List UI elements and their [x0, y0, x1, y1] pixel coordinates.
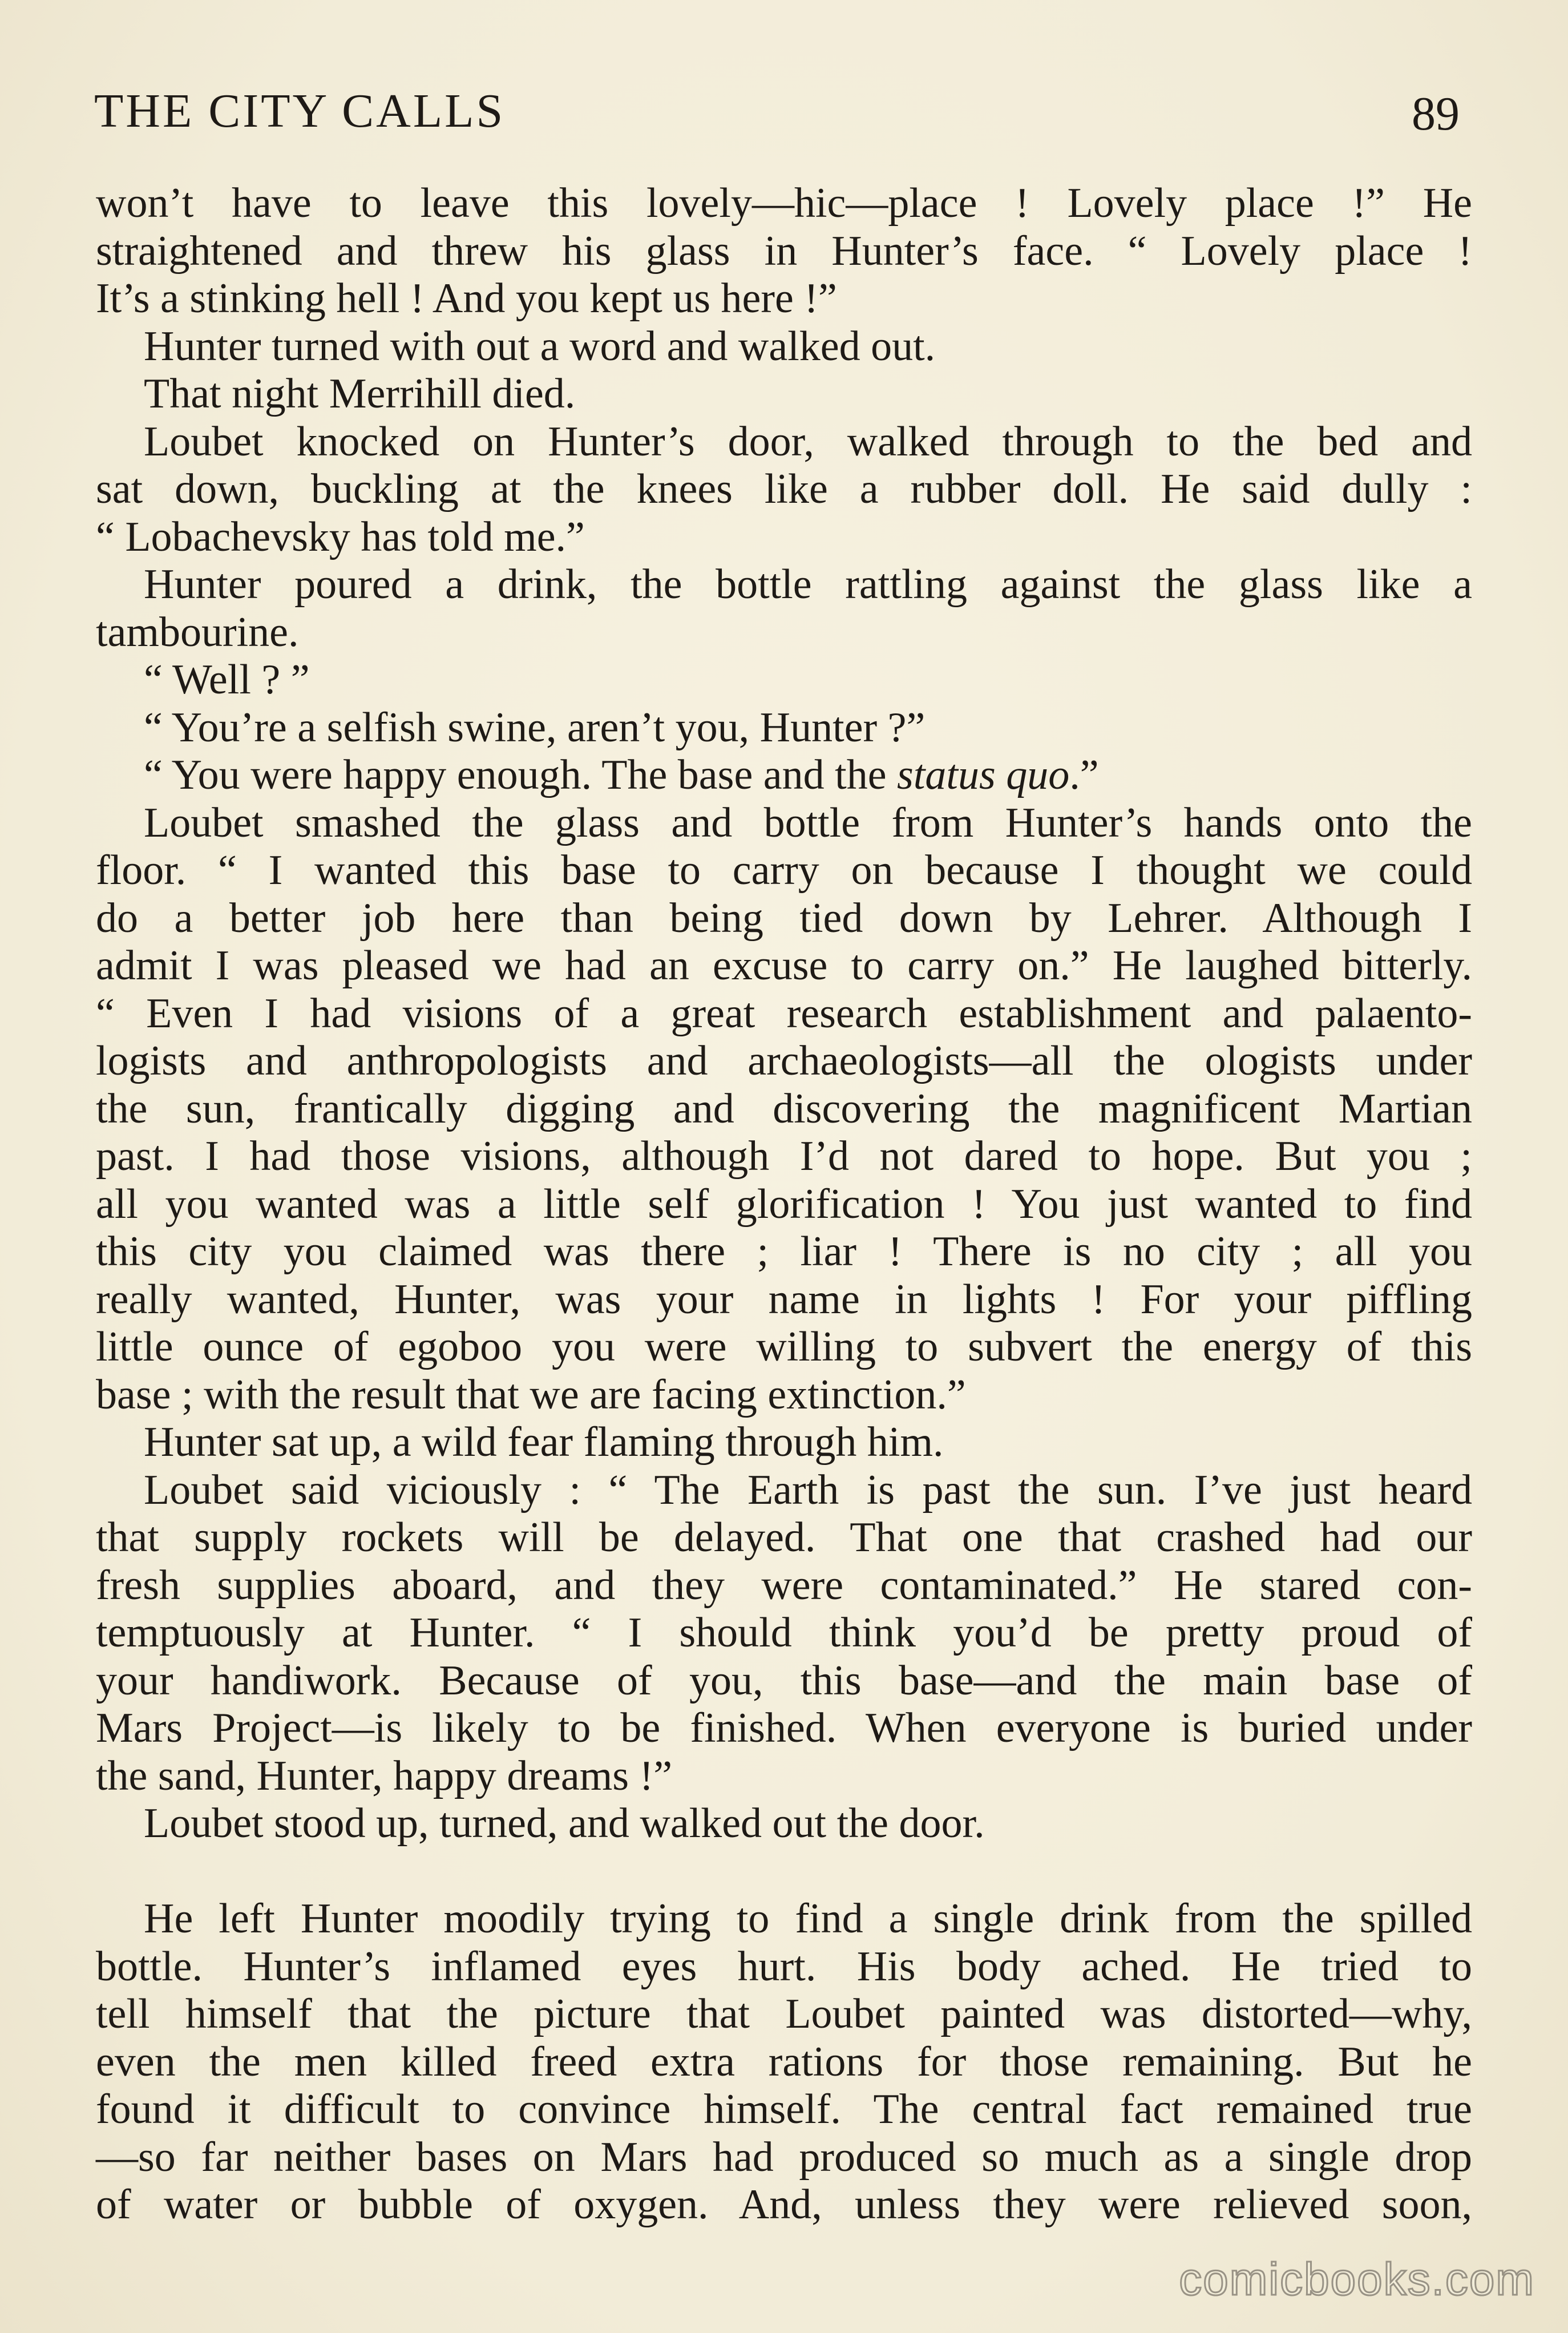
text-line: —so far neither bases on Mars had produced so much as a single drop [96, 2133, 1472, 2181]
text-line: won’t have to leave this lovely—hic—place ! Lovely place !” He [96, 180, 1472, 227]
text-line: even the men killed freed extra rations for those remaining. But he [96, 2038, 1472, 2085]
text-line: “ Even I had visions of a great research establishment and palaento- [96, 990, 1472, 1037]
text-line: of water or bubble of oxygen. And, unless they were relieved soon, [96, 2181, 1472, 2228]
page-number: 89 [1412, 87, 1460, 140]
text-line: tell himself that the picture that Loubet painted was distorted—why, [96, 1991, 1472, 2037]
text-line: He left Hunter moodily trying to find a single drink from the spilled [144, 1895, 1472, 1942]
text-line: “ Well ? ” [144, 656, 310, 703]
text-line: temptuously at Hunter. “ I should think you’d be pretty proud of [96, 1609, 1472, 1656]
text-line: the sun, frantically digging and discovering the magnificent Martian [96, 1085, 1472, 1132]
text-line: “ Lobachevsky has told me.” [96, 513, 585, 560]
text-line: straightened and threw his glass in Hunter’s face. “ Lovely place ! [96, 227, 1472, 275]
text-line: base ; with the result that we are facing extinction.” [96, 1371, 966, 1418]
text-line: found it difficult to convince himself. The central fact remained true [96, 2086, 1472, 2133]
text-line: past. I had those visions, although I’d not dared to hope. But you ; [96, 1133, 1472, 1180]
body-text [96, 180, 1472, 2229]
italic-phrase: status quo [897, 752, 1070, 798]
text-line: Loubet knocked on Hunter’s door, walked through to the bed and [144, 418, 1472, 465]
text-line: tambourine. [96, 608, 299, 656]
text-line: sat down, buckling at the knees like a rubber doll. He said dully : [96, 466, 1472, 512]
text-line: Loubet smashed the glass and bottle from Hunter’s hands onto the [144, 799, 1472, 846]
text-line: that supply rockets will be delayed. That one that crashed had our [96, 1514, 1472, 1561]
text-line: Hunter sat up, a wild fear flaming through him. [144, 1419, 944, 1466]
text-line: logists and anthropologists and archaeologists—all the ologists under [96, 1038, 1472, 1084]
text-line: That night Merrihill died. [144, 370, 576, 417]
text-line: It’s a stinking hell ! And you kept us here !” [96, 275, 837, 322]
text-line: “ You’re a selfish swine, aren’t you, Hunter ?” [144, 704, 926, 751]
running-head: THE CITY CALLS [94, 84, 506, 138]
text-line: this city you claimed was there ; liar ! There is no city ; all you [96, 1228, 1472, 1275]
text-line: Loubet said viciously : “ The Earth is past the sun. I’ve just heard [144, 1466, 1472, 1513]
text-line: bottle. Hunter’s inflamed eyes hurt. His body ached. He tried to [96, 1943, 1472, 1990]
text-line: “ You were happy enough. The base and the status quo.” [144, 752, 1099, 798]
section-break [96, 1848, 1472, 1896]
text-line: all you wanted was a little self glorification ! You just wanted to find [96, 1180, 1472, 1228]
text-line: your handiwork. Because of you, this base—and the main base of [96, 1657, 1472, 1704]
text-line: do a better job here than being tied down by Lehrer. Although I [96, 894, 1472, 942]
text-line: fresh supplies aboard, and they were contaminated.” He stared con- [96, 1561, 1472, 1609]
watermark: comicbooks.com [1179, 2254, 1535, 2304]
text-line: the sand, Hunter, happy dreams !” [96, 1752, 673, 1799]
text-line: really wanted, Hunter, was your name in lights ! For your piffling [96, 1276, 1472, 1323]
text-line: little ounce of egoboo you were willing to subvert the energy of this [96, 1323, 1472, 1370]
text-line: Hunter poured a drink, the bottle rattling against the glass like a [144, 561, 1472, 608]
text-line: Mars Project—is likely to be finished. When everyone is buried under [96, 1705, 1472, 1751]
text-line: Loubet stood up, turned, and walked out the door. [144, 1800, 985, 1847]
text-line: Hunter turned with out a word and walked out. [144, 322, 936, 370]
text-line: floor. “ I wanted this base to carry on because I thought we could [96, 847, 1472, 894]
text-line: admit I was pleased we had an excuse to carry on.” He laughed bitterly. [96, 942, 1472, 989]
